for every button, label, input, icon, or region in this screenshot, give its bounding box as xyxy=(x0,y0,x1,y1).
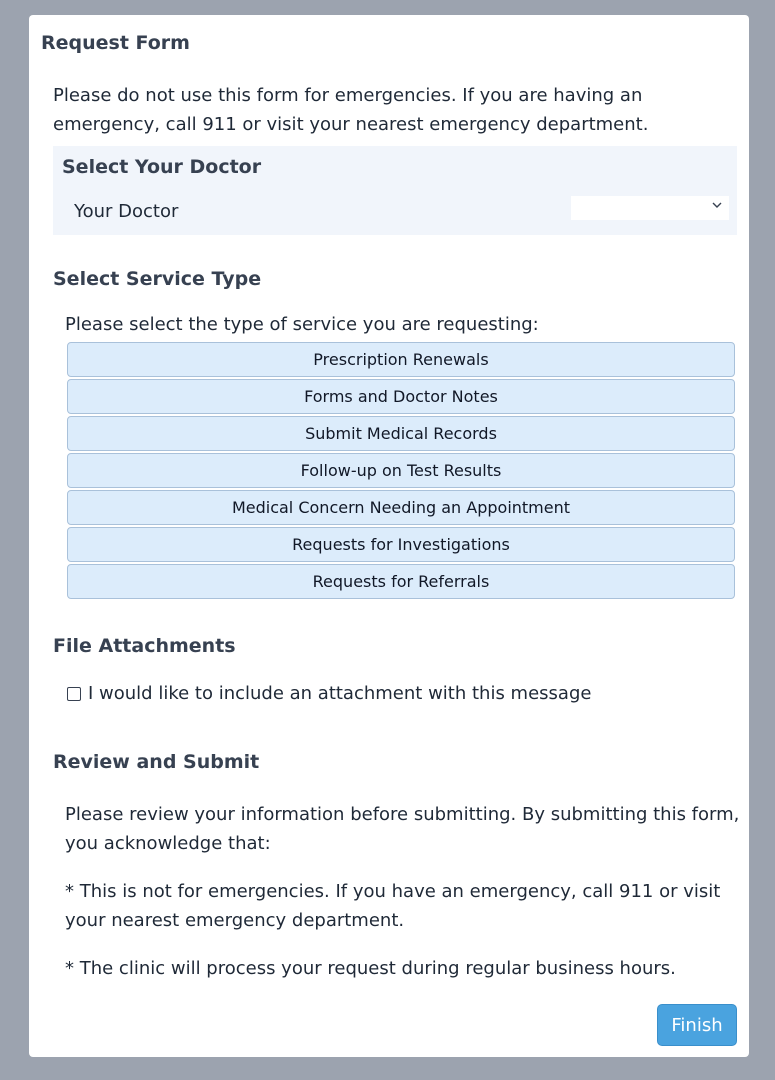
service-option-investigations[interactable]: Requests for Investigations xyxy=(67,527,735,562)
review-intro: Please review your information before submitting. By submitting this form, you acknowledge that: xyxy=(65,804,740,854)
service-section-heading: Select Service Type xyxy=(53,268,262,290)
review-section-heading: Review and Submit xyxy=(53,751,260,773)
service-prompt: Please select the type of service you are requesting: xyxy=(65,314,539,335)
attachments-section-heading: File Attachments xyxy=(53,635,236,657)
attachment-checkbox[interactable] xyxy=(67,687,81,701)
service-option-forms-doctor-notes[interactable]: Forms and Doctor Notes xyxy=(67,379,735,414)
service-option-submit-medical-records[interactable]: Submit Medical Records xyxy=(67,416,735,451)
doctor-section-heading: Select Your Doctor xyxy=(62,156,262,178)
attachment-checkbox-label[interactable]: I would like to include an attachment with this message xyxy=(88,683,592,704)
service-option-medical-concern-appointment[interactable]: Medical Concern Needing an Appointment xyxy=(67,490,735,525)
doctor-panel xyxy=(53,146,737,235)
form-title: Request Form xyxy=(41,32,190,54)
service-option-test-results-follow-up[interactable]: Follow-up on Test Results xyxy=(67,453,735,488)
service-option-referrals[interactable]: Requests for Referrals xyxy=(67,564,735,599)
doctor-label: Your Doctor xyxy=(74,201,179,222)
chevron-down-icon xyxy=(710,198,724,212)
review-point-business-hours: * The clinic will process your request during regular business hours. xyxy=(65,958,676,979)
service-options-list xyxy=(67,342,735,601)
review-point-emergency: * This is not for emergencies. If you have an emergency, call 911 or visit your nearest emergency department. xyxy=(65,881,721,931)
emergency-notice: Please do not use this form for emergencies. If you are having an emergency, call 911 or visit your nearest emergency department. xyxy=(53,85,649,135)
service-option-prescription-renewals[interactable]: Prescription Renewals xyxy=(67,342,735,377)
attachment-option xyxy=(67,683,591,704)
finish-button[interactable]: Finish xyxy=(657,1004,737,1046)
request-form-card xyxy=(29,15,749,1057)
doctor-select[interactable] xyxy=(571,196,729,220)
